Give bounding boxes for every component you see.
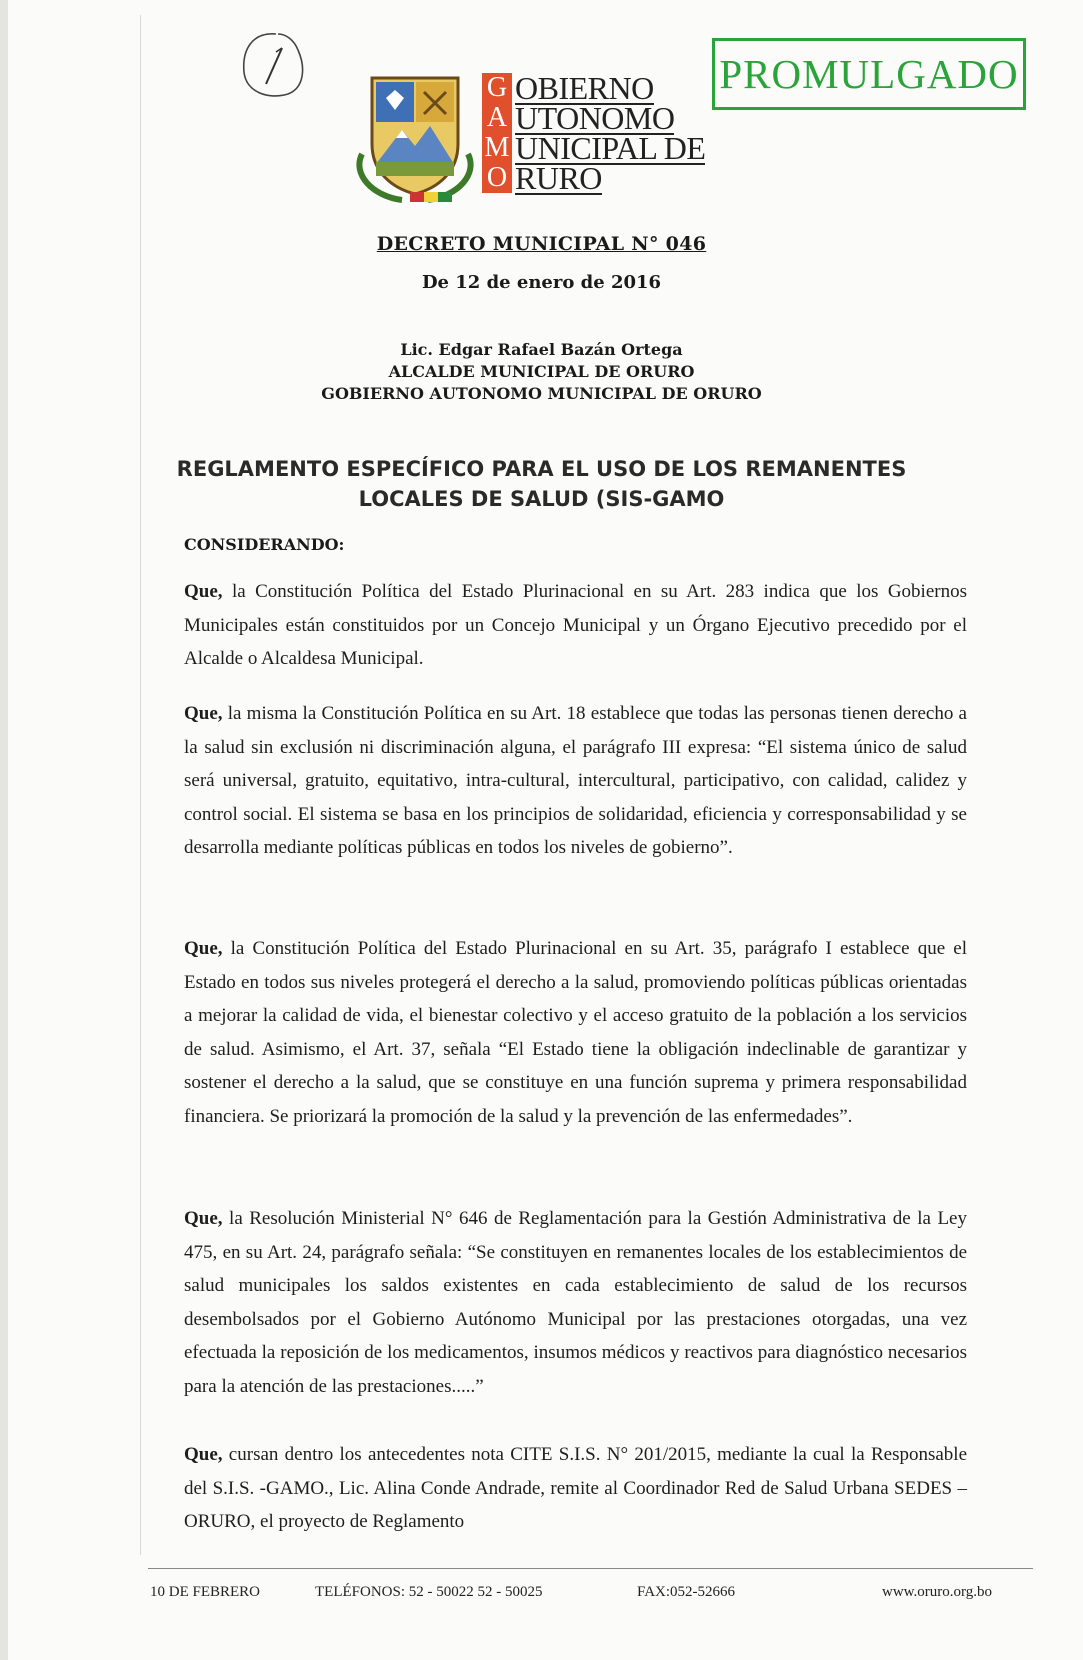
paragraph-text: la Constitución Política del Estado Plurinacional en su Art. 35, parágrafo I establece que el Estado en todos sus niveles protegerá el derecho a la salud, promoviendo políticas públicas orientadas a mejorar la calidad de vida, el bienestar colectivo y el acceso gratuito de la población a los servicios de salud. Asimismo, el Art. 37, señala “El Estado tiene la obligación indeclinable de garantizar y sostener el derecho a la salud, que se constituye en una función suprema y primera responsabilidad financiera. Se priorizará la promoción de la salud y la prevención de las enfermedades”. [184,938,967,1127]
paragraph-text: la Resolución Ministerial N° 646 de Reglamentación para la Gestión Administrativa de la Ley 475, en su Art. 24, parágrafo señala: “Se constituyen en remanentes locales de los establecimientos de salud municipales los saldos existentes en cada establecimiento de salud de los recursos desembolsados por el Gobierno Autónomo Municipal por las prestaciones otorgadas, una vez efectuada la reposición de los medicamentos, insumos médicos y reactivos para diagnóstico necesarios para la atención de las prestaciones.....” [184,1208,967,1397]
handwritten-page-number [238,28,308,102]
paragraph-lead: Que, [184,703,223,724]
paragraph [184,1202,967,1404]
paragraph-lead: Que, [184,1444,223,1465]
paragraph-lead: Que, [184,938,223,959]
paragraph [184,932,967,1134]
promulgado-stamp: PROMULGADO [712,38,1026,110]
regulation-title-line1: REGLAMENTO ESPECÍFICO PARA EL USO DE LOS REMANENTES [176,457,907,481]
paragraph-text: cursan dentro los antecedentes nota CITE S.I.S. N° 201/2015, mediante la cual la Responsable del S.I.S. -GAMO., Lic. Alina Conde Andrade, remite al Coordinador Red de Salud Urbana SEDES – ORURO, el proyecto de Reglamento [184,1444,967,1533]
paragraph [184,697,967,865]
logo-word-ruro: RURO [515,160,602,196]
logo-word-obierno: OBIERNO [515,70,654,106]
regulation-title [0,454,1083,514]
paragraph-text: la Constitución Política del Estado Plurinacional en su Art. 283 indica que los Gobiernos Municipales están constituidos por un Concejo Municipal y un Órgano Ejecutivo precedido por el Alcalde o Alcaldesa Municipal. [184,581,967,670]
municipal-crest-icon [352,64,478,204]
considerando-heading: CONSIDERANDO: [184,535,345,554]
gamo-letter-o: O [486,162,508,193]
paragraph [184,1438,967,1539]
gamo-letter-m: M [484,132,510,163]
logo-word-unicipal: UNICIPAL DE [515,130,706,166]
paragraph-lead: Que, [184,581,223,602]
paragraph [184,575,967,676]
decree-date: De 12 de enero de 2016 [421,272,662,293]
signatory-name: Lic. Edgar Rafael Bazán Ortega [400,340,683,359]
logo-word-utonomo: UTONOMO [515,100,675,136]
decree-title: DECRETO MUNICIPAL N° 046 [376,233,707,255]
footer-phones: TELÉFONOS: 52 - 50022 52 - 50025 [315,1584,543,1600]
signatory-role: ALCALDE MUNICIPAL DE ORURO [388,362,695,381]
gamo-letter-a: A [486,102,508,133]
footer-fax: FAX:052-52666 [637,1584,736,1600]
paragraph-lead: Que, [184,1208,223,1229]
signatory-org: GOBIERNO AUTONOMO MUNICIPAL DE ORURO [321,384,762,403]
gamo-letter-g: G [486,72,508,103]
regulation-title-line2: LOCALES DE SALUD (SIS-GAMO [358,487,725,511]
paragraph-text: la misma la Constitución Política en su Art. 18 establece que todas las personas tienen derecho a la salud sin exclusión ni discriminación alguna, el parágrafo III expresa: “El sistema único de salud será universal, gratuito, equitativo, intra-cultural, intercultural, participativo, con calidad, calidez y control social. El sistema se basa en los principios de solidaridad, eficiencia y corresponsabilidad y se desarrolla mediante políticas públicas en todos los niveles de gobierno”. [184,703,967,859]
footer-website-link[interactable]: www.oruro.org.bo [882,1584,992,1600]
footer-divider [148,1568,1033,1569]
footer-address: 10 DE FEBRERO [150,1584,261,1600]
gamo-acronym-column [482,73,512,193]
